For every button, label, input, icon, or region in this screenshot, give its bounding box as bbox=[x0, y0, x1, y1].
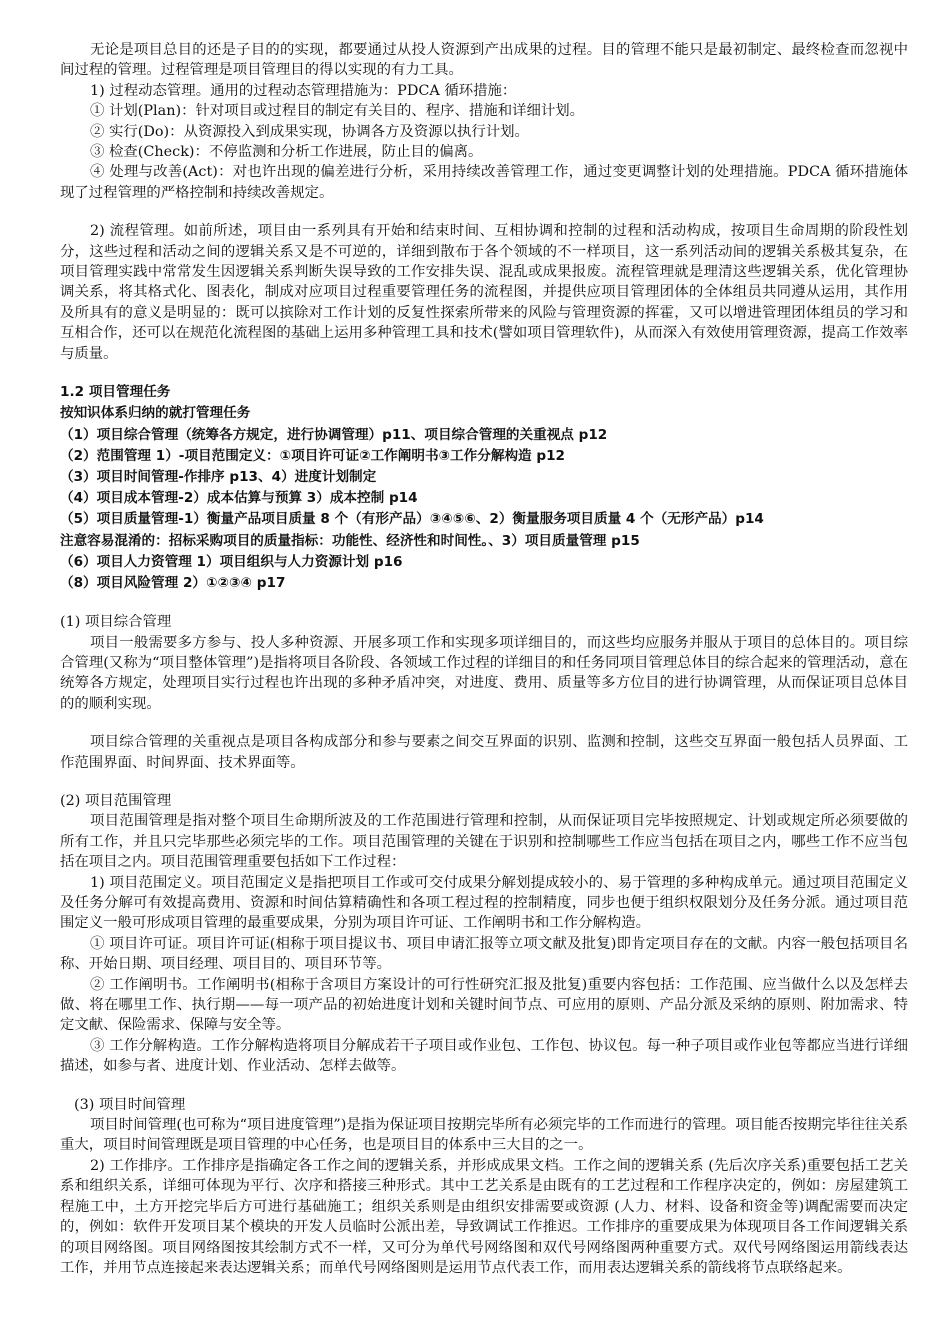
document-page bbox=[60, 40, 908, 1278]
spacer bbox=[60, 203, 908, 221]
spacer bbox=[60, 1077, 908, 1095]
task-line: （5）项目质量管理-1）衡量产品项目质量 8 个（有形产品）③④⑤⑥、2）衡量服务项目质量 4 个（无形产品）p14 bbox=[60, 511, 764, 528]
task-line: （2）范围管理 1）-项目范围定义：①项目许可证②工作阐明书③工作分解构造 p12 bbox=[60, 447, 566, 464]
task-line: 注意容易混淆的：招标采购项目的质量指标：功能性、经济性和时间性。、3）项目质量管理 p15 bbox=[60, 532, 640, 549]
subheading: 按知识体系归纳的就打管理任务 bbox=[60, 405, 251, 422]
paragraph: 2) 流程管理。如前所述，项目由一系列具有开始和结束时间、互相协调和控制的过程和活动构成，按项目生命周期的阶段性划分，这些过程和活动之间的逻辑关系又是不可逆的，详细到散布于各个领域的不一样项目，这一系列活动间的逻辑关系极其复杂，在项目管理实践中常常发生因逻辑关系判断失误导致的工作安排失误、混乱或成果报废。流程管理就是理清这些逻辑关系，优化管理协调关系，将其格式化、图表化，制成对应项目过程重要管理任务的流程图，并提供应项目管理团体的全体组员共同遵从运用，其作用及所具有的意义是明显的：既可以摈除对工作计划的反复性探索所带来的风险与管理资源的挥霍，又可以增进管理团体组员的学习和互相合作，还可以在规范化流程图的基础上运用多种管理工具和技术(譬如项目管理软件)，从而深入有效使用管理资源，提高工作效率与质量。 bbox=[60, 223, 908, 362]
paragraph: 项目综合管理的关重视点是项目各构成部分和参与要素之间交互界面的识别、监测和控制，这些交互界面一般包括人员界面、工作范围界面、时间界面、技术界面等。 bbox=[60, 734, 908, 771]
section-title: (1) 项目综合管理 bbox=[60, 614, 172, 631]
paragraph: 项目范围管理是指对整个项目生命期所波及的工作范围进行管理和控制，从而保证项目完毕按照规定、计划或规定所必须要做的所有工作，并且只完毕那些必须完毕的工作。项目范围管理的关键在于识别和控制哪些工作应当包括在项目之内，哪些工作不应当包括在项目之内。项目范围管理重要包括如下工作过程： bbox=[60, 813, 908, 871]
spacer bbox=[60, 773, 908, 791]
paragraph: 无论是项目总目的还是子目的的实现，都要通过从投人资源到产出成果的过程。目的管理不能只是最初制定、最终检查而忽视中间过程的管理。过程管理是项目管理目的得以实现的有力工具。 bbox=[60, 42, 908, 79]
list-item: ④ 处理与改善(Act)：对也许出现的偏差进行分析，采用持续改善管理工作，通过变更调整计划的处理措施。PDCA 循环措施体现了过程管理的严格控制和持续改善规定。 bbox=[60, 164, 908, 201]
task-line: （3）项目时间管理-作排序 p13、4）进度计划制定 bbox=[60, 468, 377, 485]
task-line: （8）项目风险管理 2）①②③④ p17 bbox=[60, 574, 286, 591]
paragraph: ① 项目许可证。项目许可证(相称于项目提议书、项目申请汇报等立项文献及批复)即肯定项目存在的文献。内容一般包括项目名称、开始日期、项目经理、项目目的、项目环节等。 bbox=[60, 935, 908, 973]
section-title: (3) 项目时间管理 bbox=[74, 1096, 186, 1113]
paragraph: 项目一般需要多方参与、投人多种资源、开展多项工作和实现多项详细目的，而这些均应服务并服从于项目的总体目的。项目综合管理(又称为“项目整体管理”)是指将项目各阶段、各领域工作过程的详细目的和任务同项目管理总体目的综合起来的管理活动，意在统筹各方规定，处理项目实行过程也许出现的多种矛盾冲突，对进度、费用、质量等多方位目的进行协调管理，从而保证项目总体目的的顺利实现。 bbox=[60, 634, 908, 712]
list-item: 1) 过程动态管理。通用的过程动态管理措施为：PDCA 循环措施： bbox=[90, 82, 517, 99]
task-line: （4）项目成本管理-2）成本估算与预算 3）成本控制 p14 bbox=[60, 490, 418, 507]
list-item: ① 计划(Plan)：针对项目或过程目的制定有关目的、程序、措施和详细计划。 bbox=[90, 103, 585, 120]
list-item: ③ 检查(Check)：不停监测和分析工作进展，防止目的偏离。 bbox=[90, 144, 483, 161]
task-line: （6）项目人力资管理 1）项目组织与人力资源计划 p16 bbox=[60, 553, 403, 570]
paragraph: ② 工作阐明书。工作阐明书(相称于含项目方案设计的可行性研究汇报及批复)重要内容包括：工作范围、应当做什么以及怎样去做、将在哪里工作、执行期——每一项产品的初始进度计划和关键时间节点、可应用的原则、产品分派及采纳的原则、附加需求、特定文献、保险需求、保障与安全等。 bbox=[60, 976, 908, 1034]
paragraph: 2) 工作排序。工作排序是指确定各工作之间的逻辑关系，并形成成果文档。工作之间的逻辑关系 (先后次序关系)重要包括工艺关系和组织关系，详细可体现为平行、次序和搭接三种形式。其中工艺关系是由既有的工艺过程和工作程序决定的，例如：房屋建筑工程施工中，土方开挖完毕后方可进行基础施工；组织关系则是由组织安排需要或资源 (人力、材料、设备和资金等)调配需要而决定的，例如：软件开发项目某个模块的开发人员临时公派出差，导致调试工作推迟。工作排序的重要成果为体现项目各工作间逻辑关系的项目网络图。项目网络图按其绘制方式不一样，又可分为单代号网络图和双代号网络图两种重要方式。双代号网络图运用箭线表达工作，并用节点连接起来表达逻辑关系；而单代号网络图则是运用节点代表工作，而用表达逻辑关系的箭线将节点联络起来。 bbox=[60, 1157, 908, 1276]
paragraph: ③ 工作分解构造。工作分解构造将项目分解成若干子项目或作业包、工作包、协议包。每一种子项目或作业包等都应当进行详细描述，如参与者、进度计划、作业活动、怎样去做等。 bbox=[60, 1037, 908, 1075]
spacer bbox=[60, 364, 908, 382]
task-line: （1）项目综合管理（统筹各方规定，进行协调管理）p11、项目综合管理的关重视点 p12 bbox=[60, 426, 608, 443]
section-heading: 1.2 项目管理任务 bbox=[60, 384, 171, 401]
spacer bbox=[60, 594, 908, 612]
spacer bbox=[60, 714, 908, 732]
list-item: ② 实行(Do)：从资源投入到成果实现，协调各方及资源以执行计划。 bbox=[90, 123, 529, 140]
paragraph: 项目时间管理(也可称为“项目进度管理”)是指为保证项目按期完毕所有必须完毕的工作而进行的管理。项目能否按期完毕往往关系重大，项目时间管理既是项目管理的中心任务，也是项目目的体系中三大目的之一。 bbox=[60, 1117, 908, 1154]
paragraph: 1) 项目范围定义。项目范围定义是指把项目工作或可交付成果分解划提成较小的、易于管理的多种构成单元。通过项目范围定义及任务分解可有效提高费用、资源和时间估算精确性和各项工程过程的控制精度，同步也便于组织权限划分及任务分派。通过项目范围定义一般可形成项目管理的最重要成果，分别为项目许可证、工作阐明书和工作分解构造。 bbox=[60, 874, 908, 932]
section-title: (2) 项目范围管理 bbox=[60, 792, 172, 809]
